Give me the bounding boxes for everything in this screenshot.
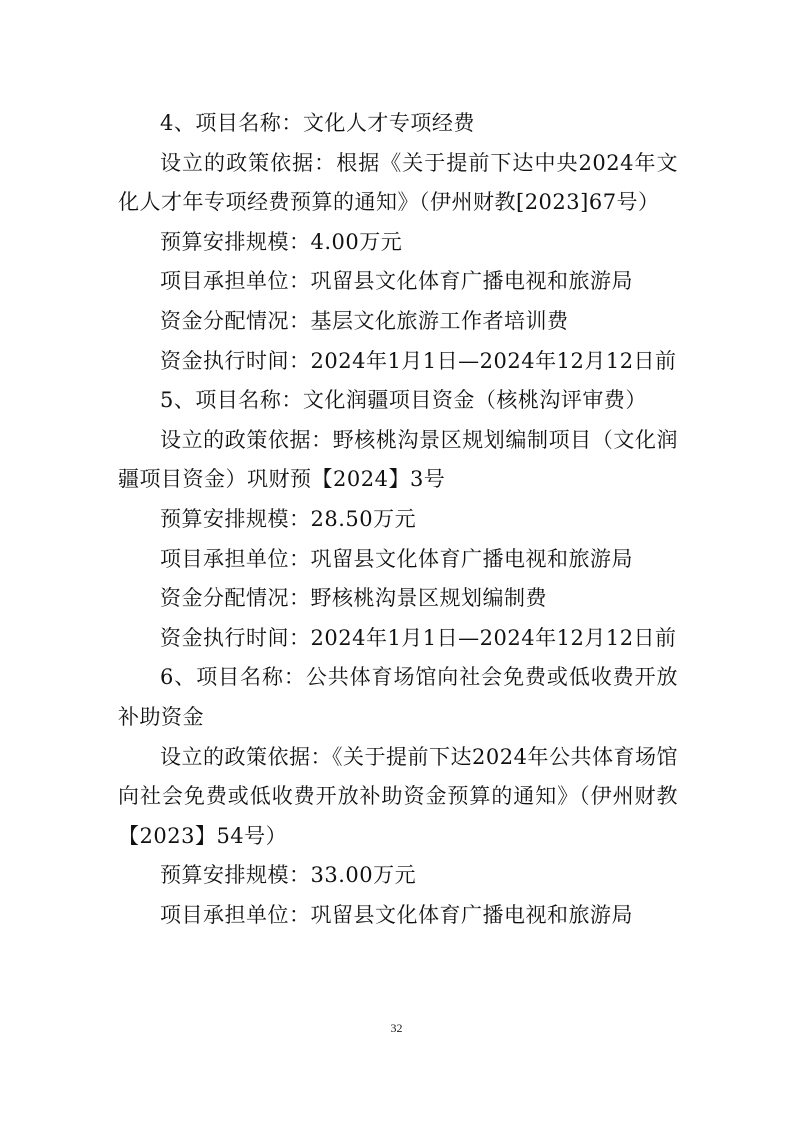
paragraph-project-4-policy-basis: 设立的政策依据：根据《关于提前下达中央2024年文化人才年专项经费预算的通知》（伊州财教[2023]67号） [118,150,678,215]
paragraph-project-6-budget: 预算安排规模：33.00万元 [160,863,417,888]
paragraph-project-5-name: 5、项目名称：文化润疆项目资金（核桃沟评审费） [160,388,647,413]
paragraph-project-5-unit: 项目承担单位：巩留县文化体育广播电视和旅游局 [160,546,633,571]
paragraph-project-6-policy-basis: 设立的政策依据：《关于提前下达2024年公共体育场馆向社会免费或低收费开放补助资金预算的通知》（伊州财教【2023】54号） [118,744,678,848]
paragraph-project-4-allocation: 资金分配情况：基层文化旅游工作者培训费 [160,308,569,333]
paragraph-project-5-allocation: 资金分配情况：野核桃沟景区规划编制费 [160,586,547,611]
paragraph-project-4-budget: 预算安排规模：4.00万元 [160,229,403,254]
paragraph-project-4-unit: 项目承担单位：巩留县文化体育广播电视和旅游局 [160,269,633,294]
paragraph-project-4-execution-time: 资金执行时间：2024年1月1日—2024年12月12日前 [160,348,677,373]
paragraph-project-5-budget: 预算安排规模：28.50万元 [160,506,417,531]
paragraph-project-6-name: 6、项目名称：公共体育场馆向社会免费或低收费开放补助资金 [118,665,678,729]
paragraph-project-5-policy-basis: 设立的政策依据：野核桃沟景区规划编制项目（文化润疆项目资金）巩财预【2024】3号 [118,427,678,492]
paragraph-project-4-name: 4、项目名称：文化人才专项经费 [160,111,475,135]
paragraph-project-6-unit: 项目承担单位：巩留县文化体育广播电视和旅游局 [160,902,633,927]
paragraph-project-5-execution-time: 资金执行时间：2024年1月1日—2024年12月12日前 [160,625,677,650]
document-body [118,104,678,935]
page-number: 32 [390,1021,403,1035]
